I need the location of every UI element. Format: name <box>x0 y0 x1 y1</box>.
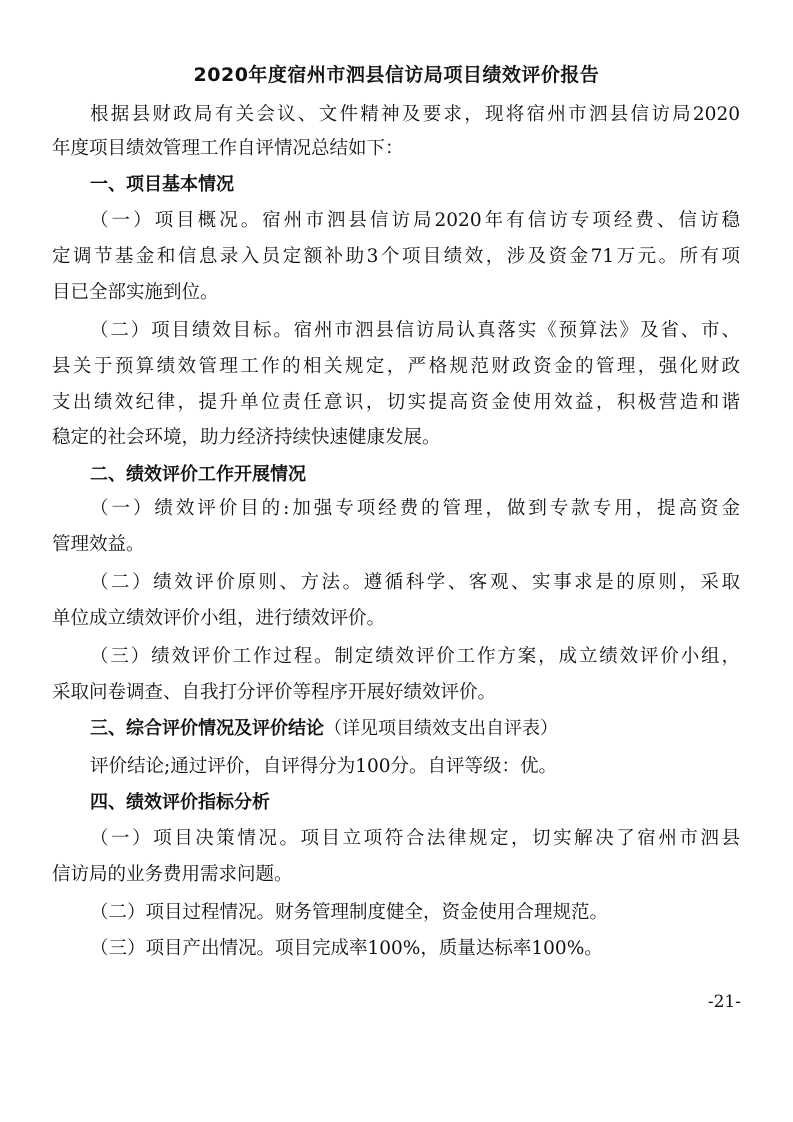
intro-line-1: 根据县财政局有关会议、文件精神及要求，现将宿州市泗县信访局2020 <box>90 104 740 125</box>
section-3-heading-note: （详见项目绩效支出自评表） <box>324 718 558 739</box>
section-4-paragraph-2-line-1: （二）项目过程情况。财务管理制度健全，资金使用合理规范。 <box>90 902 609 923</box>
page-number: -21- <box>707 992 741 1012</box>
section-2-paragraph-1-line-1: （一）绩效评价目的:加强专项经费的管理，做到专款专用，提高资金 <box>90 498 740 519</box>
section-4-paragraph-1-line-1: （一）项目决策情况。项目立项符合法律规定，切实解决了宿州市泗县 <box>90 828 740 849</box>
document-title: 2020年度宿州市泗县信访局项目绩效评价报告 <box>193 64 600 86</box>
section-2-paragraph-3-line-2: 采取问卷调查、自我打分评价等程序开展好绩效评价。 <box>52 682 497 703</box>
section-1-paragraph-2-line-2: 县关于预算绩效管理工作的相关规定，严格规范财政资金的管理，强化财政 <box>52 356 740 377</box>
section-2-heading: 二、绩效评价工作开展情况 <box>90 464 306 485</box>
section-4-heading: 四、绩效评价指标分析 <box>90 792 270 813</box>
section-2-paragraph-1-line-2: 管理效益。 <box>52 534 145 555</box>
section-2-paragraph-2-line-2: 单位成立绩效评价小组，进行绩效评价。 <box>52 608 386 629</box>
section-1-paragraph-2-line-3: 支出绩效纪律，提升单位责任意识，切实提高资金使用效益，积极营造和谐 <box>52 392 740 413</box>
section-1-paragraph-1-line-3: 目已全部实施到位。 <box>52 282 219 303</box>
intro-line-2: 年度项目绩效管理工作自评情况总结如下： <box>52 138 404 159</box>
section-1-paragraph-1-line-1: （一）项目概况。宿州市泗县信访局2020年有信访专项经费、信访稳 <box>90 210 740 231</box>
section-4-paragraph-3-line-1: （三）项目产出情况。项目完成率100%，质量达标率100%。 <box>90 938 603 959</box>
section-2-paragraph-3-line-1: （三）绩效评价工作过程。制定绩效评价工作方案，成立绩效评价小组， <box>90 646 740 667</box>
section-3-heading-title: 三、综合评价情况及评价结论 <box>90 718 324 739</box>
section-3-heading <box>90 712 558 746</box>
section-2-paragraph-2-line-1: （二）绩效评价原则、方法。遵循科学、客观、实事求是的原则，采取 <box>90 572 740 593</box>
section-4-paragraph-1-line-2: 信访局的业务费用需求问题。 <box>52 864 293 885</box>
section-1-heading: 一、项目基本情况 <box>90 174 234 195</box>
section-1-paragraph-2-line-4: 稳定的社会环境，助力经济持续快速健康发展。 <box>52 427 441 448</box>
section-1-paragraph-1-line-2: 定调节基金和信息录入员定额补助3个项目绩效，涉及资金71万元。所有项 <box>52 246 740 267</box>
section-3-paragraph-1-line-1: 评价结论;通过评价，自评得分为100分。自评等级：优。 <box>90 756 558 777</box>
section-1-paragraph-2-line-1: （二）项目绩效目标。宿州市泗县信访局认真落实《预算法》及省、市、 <box>90 320 740 341</box>
